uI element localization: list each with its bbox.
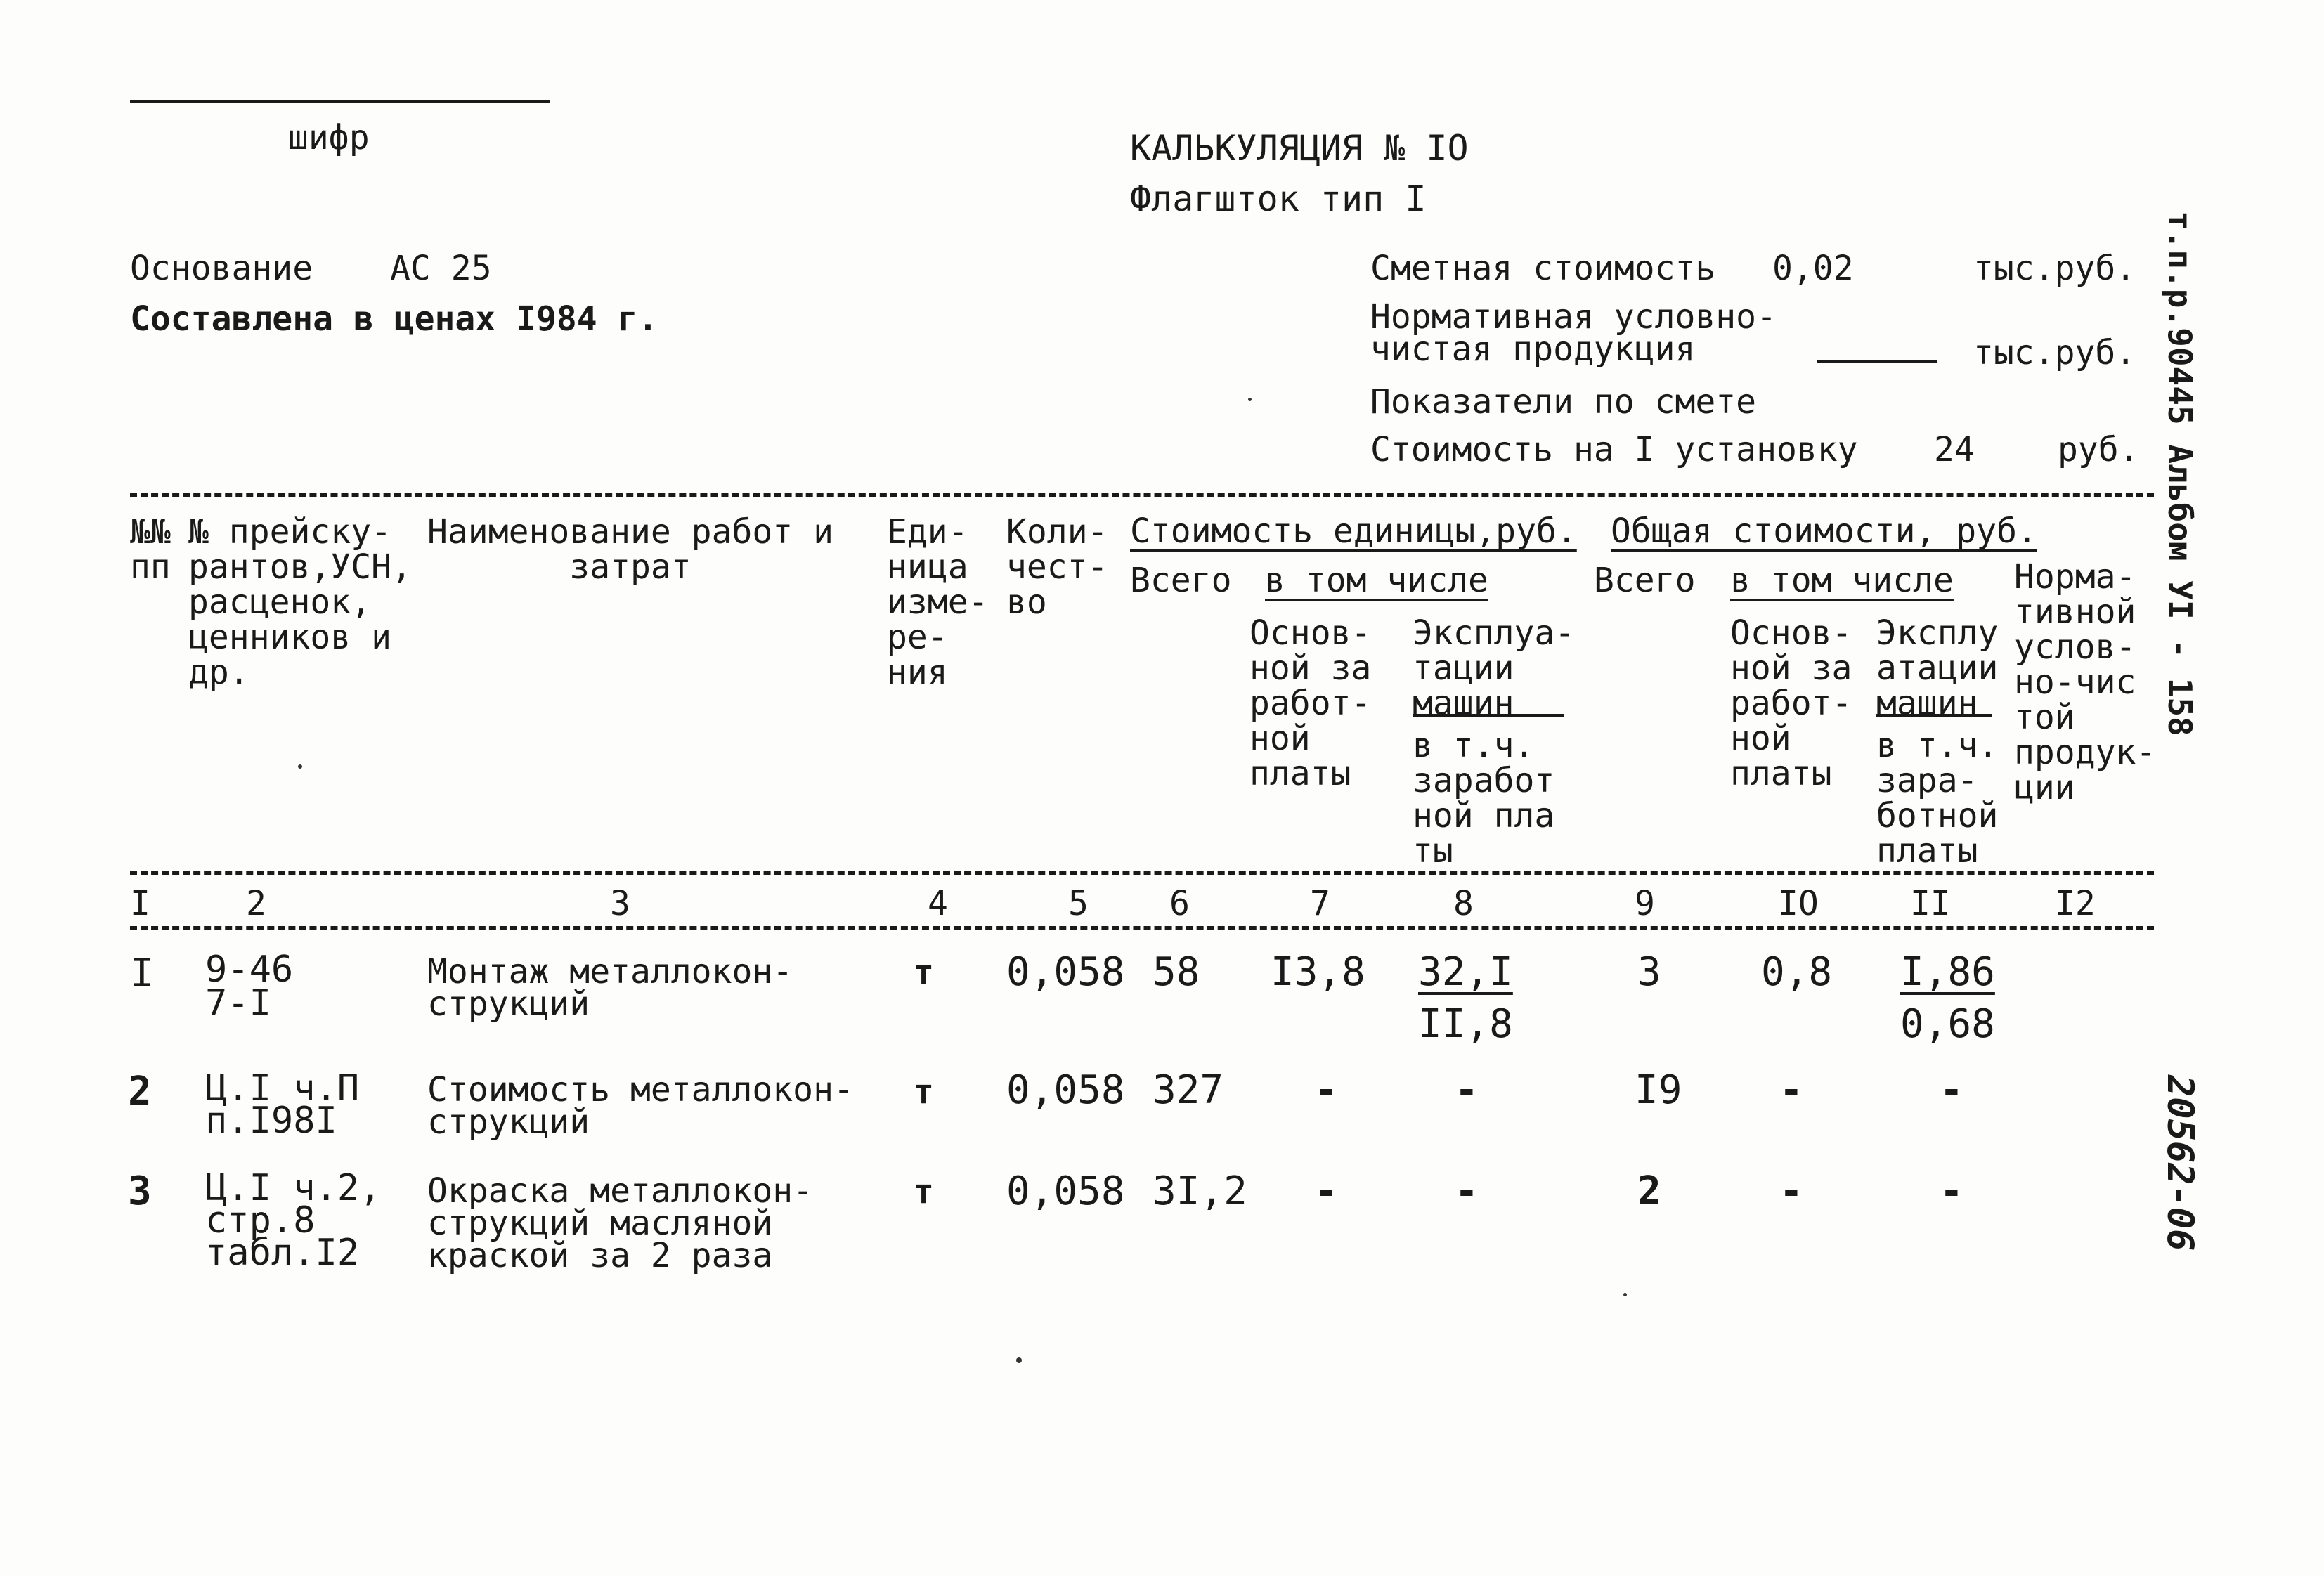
column-number: I: [130, 884, 150, 923]
normative-blank-line: [1817, 360, 1937, 363]
header-unit-including: в том числе: [1265, 561, 1488, 600]
row-unit-salary: I3,8: [1271, 949, 1365, 995]
header-col-name: Наименование работ и затрат: [427, 512, 833, 587]
row-unit-machine: -: [1455, 1168, 1479, 1214]
table-top-rule: [130, 493, 2154, 497]
scan-speck: [1623, 1293, 1627, 1296]
estimated-cost-unit: тыс.руб.: [1973, 249, 2136, 288]
row-quantity: 0,058: [1006, 1168, 1125, 1214]
column-number: I2: [2055, 884, 2096, 923]
row-reference: Ц.I ч.2, стр.8 табл.I2: [205, 1167, 382, 1274]
row-total-machine: -: [1940, 1168, 1963, 1214]
normative-label: Нормативная условно- чистая продукция: [1370, 297, 1777, 369]
row-total-salary: -: [1779, 1168, 1803, 1214]
row-total-machine: -: [1940, 1067, 1963, 1113]
row-total: I9: [1635, 1067, 1682, 1113]
scan-speck: [1016, 1357, 1022, 1363]
scan-speck: [298, 764, 302, 769]
margin-vertical-text: т.п.р.90445 Альбом УI - 158: [2161, 211, 2199, 736]
column-number: 5: [1068, 884, 1089, 923]
column-number: 8: [1453, 884, 1474, 923]
cost-per-unit-value: 24: [1934, 430, 1975, 469]
header-unit-cost-group: Стоимость единицы,руб.: [1130, 512, 1577, 551]
header-total-base-salary: Основ- ной за работ- ной платы: [1730, 613, 1852, 793]
row-unit-salary: -: [1314, 1067, 1338, 1113]
document-title: КАЛЬКУЛЯЦИЯ № IO: [1130, 128, 1469, 169]
basis-label: Основание: [130, 249, 313, 288]
column-number: 7: [1310, 884, 1330, 923]
header-unit-machine-op: Эксплуа- тации машин: [1413, 613, 1576, 723]
header-total-including: в том числе: [1730, 561, 1954, 600]
row-reference: 9-46 7-I: [205, 949, 294, 1024]
row-name: Стоимость металлокон- струкций: [427, 1070, 854, 1142]
row-quantity: 0,058: [1006, 1067, 1125, 1113]
header-unit-total: Всего: [1130, 561, 1232, 600]
row-unit: т: [914, 953, 934, 992]
row-unit: т: [914, 1072, 934, 1112]
header-total-machine-op: Эксплу атации машин: [1876, 613, 1999, 723]
column-numbers-rule: [130, 926, 2154, 930]
row-name: Монтаж металлокон- струкций: [427, 952, 793, 1024]
document-subtitle: Флагшток тип I: [1130, 178, 1427, 219]
row-reference: Ц.I ч.П п.I98I: [205, 1067, 360, 1142]
column-number: IO: [1778, 884, 1819, 923]
cost-per-unit-unit: руб.: [2058, 430, 2139, 469]
row-unit-total: 3I,2: [1153, 1168, 1247, 1214]
header-unit-base-salary: Основ- ной за работ- ной платы: [1249, 613, 1372, 793]
column-number: II: [1910, 884, 1951, 923]
header-col-quantity: Коли- чест- во: [1006, 512, 1108, 622]
column-number: 4: [928, 884, 948, 923]
row-total-machine-wage: 0,68: [1900, 1001, 1995, 1047]
header-col-normative: Норма- тивной услов- но-чис той продук- ции: [2014, 557, 2157, 807]
normative-unit: тыс.руб.: [1973, 333, 2136, 372]
row-unit-machine: -: [1455, 1067, 1479, 1113]
row-unit: т: [914, 1172, 934, 1211]
estimated-cost-value: 0,02: [1772, 249, 1854, 288]
header-total-total: Всего: [1594, 561, 1696, 600]
cost-per-unit-label: Стоимость на I установку: [1370, 430, 1858, 469]
row-total: 3: [1637, 949, 1661, 995]
row-number: I: [130, 951, 154, 996]
header-unit-machine-wage: в т.ч. заработ ной пла ты: [1413, 726, 1555, 871]
column-number: 9: [1635, 884, 1655, 923]
row-name: Окраска металлокон- струкций масляной краской за 2 раза: [427, 1171, 814, 1275]
row-number: 3: [128, 1168, 152, 1214]
scan-speck: [1248, 398, 1252, 401]
header-col-unit: Еди- ница изме- ре- ния: [887, 512, 989, 692]
header-total-machine-wage: в т.ч. зара- ботной платы: [1876, 726, 1999, 871]
row-unit-total: 58: [1153, 949, 1200, 995]
indicators-label: Показатели по смете: [1370, 382, 1757, 422]
row-total: 2: [1637, 1168, 1661, 1214]
row-total-salary: 0,8: [1761, 949, 1833, 995]
header-total-machine-divider: [1876, 714, 1992, 717]
cipher-underline: [130, 100, 550, 103]
column-number: 3: [610, 884, 630, 923]
row-total-salary: -: [1779, 1067, 1803, 1113]
header-bottom-rule: [130, 871, 2154, 875]
cipher-label: шифр: [288, 118, 370, 157]
margin-handwritten-number: 20562-06: [2159, 1075, 2201, 1251]
header-unit-machine-divider: [1413, 714, 1564, 717]
estimated-cost-label: Сметная стоимость: [1370, 249, 1716, 288]
header-col-reference: № прейску- рантов,УСН, расценок, ценников и др.: [188, 512, 412, 692]
row-number: 2: [128, 1069, 152, 1114]
row-unit-machine: 32,I: [1418, 949, 1513, 995]
row-unit-machine-wage: II,8: [1418, 1001, 1513, 1047]
row-unit-salary: -: [1314, 1168, 1338, 1214]
row-unit-total: 327: [1153, 1067, 1224, 1113]
row-total-machine: I,86: [1900, 949, 1995, 995]
basis-value: АС 25: [390, 249, 492, 288]
row-quantity: 0,058: [1006, 949, 1125, 995]
column-number: 6: [1169, 884, 1190, 923]
column-number: 2: [246, 884, 266, 923]
header-col-number: №№ пп: [130, 512, 171, 587]
prices-text: Составлена в ценах I984 г.: [130, 299, 658, 339]
header-total-cost-group: Общая стоимости, руб.: [1611, 512, 2037, 551]
